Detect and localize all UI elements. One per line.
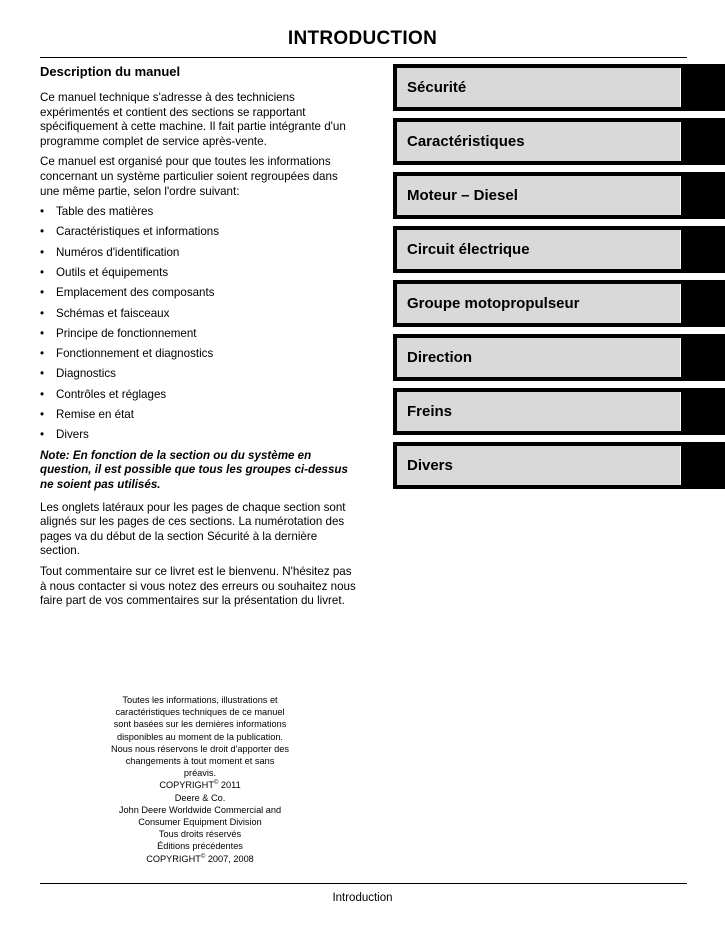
tab-label: Groupe motopropulseur [407, 295, 580, 312]
copyright-label: COPYRIGHT [146, 853, 201, 864]
tab-label: Sécurité [407, 79, 467, 96]
tab-face [397, 284, 681, 323]
paragraph-intro: Ce manuel technique s'adresse à des techniciens expérimentés et contient des sections se rapportant spécifiquement à cette machine. Il fait partie intégrante d'un programme complet de service après-vente. [40, 91, 346, 148]
manual-description [40, 64, 360, 615]
tab-caracteristiques[interactable] [393, 118, 725, 165]
tab-label: Circuit électrique [407, 241, 530, 258]
list-item: • Schémas et faisceaux [40, 307, 360, 322]
copyright-notice [110, 694, 290, 865]
list-item: • Numéros d'identification [40, 246, 360, 261]
list-item: • Caractéristiques et informations [40, 225, 360, 240]
copyright-symbol: © [213, 780, 219, 787]
tab-moteur-diesel[interactable] [393, 172, 725, 219]
previous-editions: Éditions précédentes [157, 841, 243, 852]
copyright-line [110, 779, 290, 791]
previous-years: 2007, 2008 [207, 853, 254, 864]
tab-face [397, 446, 681, 485]
tab-face [397, 122, 681, 161]
disclaimer-text: Toutes les informations, illustrations et caractéristiques techniques de ce manuel sont basées sur les dernières informations disponibles au moment de la publication. Nous nous réservons le droit d'apporter des changements à tout moment et sans préavis. [111, 695, 289, 779]
paragraph-feedback: Tout commentaire sur ce livret est le bienvenu. N'hésitez pas à nous contacter si vous notez des erreurs ou souhaitez nous faire part de vos commentaires sur la présentation du livret. [40, 565, 356, 608]
tab-circuit-electrique[interactable] [393, 226, 725, 273]
tab-groupe-motopropulseur[interactable] [393, 280, 725, 327]
list-item: • Outils et équipements [40, 266, 360, 281]
top-divider [40, 57, 687, 58]
tab-freins[interactable] [393, 388, 725, 435]
bottom-divider [40, 883, 687, 884]
tab-face [397, 176, 681, 215]
list-item: • Principe de fonctionnement [40, 327, 360, 342]
previous-copyright-line [110, 853, 290, 865]
tab-direction[interactable] [393, 334, 725, 381]
tab-label: Freins [407, 403, 453, 420]
tab-face [397, 68, 681, 107]
tab-label: Divers [407, 457, 453, 474]
section-heading: Description du manuel [40, 64, 181, 79]
tab-label: Moteur – Diesel [407, 187, 518, 204]
paragraph-tabs: Les onglets latéraux pour les pages de chaque section sont alignés sur les pages de ces sections. La numérotation des pages va du début de la section Sécurité à la dernière section. [40, 500, 346, 558]
tab-face [397, 392, 681, 431]
copyright-year: 2011 [220, 780, 241, 791]
tab-label: Caractéristiques [407, 133, 525, 150]
list-item: • Fonctionnement et diagnostics [40, 347, 360, 362]
tab-face [397, 338, 681, 377]
page-footer: Introduction [332, 892, 393, 904]
copyright-symbol: © [200, 853, 206, 860]
copyright-label: COPYRIGHT [159, 780, 214, 791]
section-order-list [40, 205, 360, 443]
rights-reserved: Tous droits réservés [158, 829, 242, 840]
page-title: INTRODUCTION [287, 28, 438, 49]
paragraph-organization: Ce manuel est organisé pour que toutes les informations concernant un système particulier soient regroupées dans une même partie, selon l'ordre suivant: [40, 155, 338, 198]
division-line-1: John Deere Worldwide Commercial and [118, 804, 282, 815]
company-name: Deere & Co. [174, 792, 226, 803]
list-item: • Emplacement des composants [40, 286, 360, 301]
tab-divers[interactable] [393, 442, 725, 489]
list-item: • Divers [40, 428, 360, 443]
list-item: • Table des matières [40, 205, 360, 220]
list-item: • Remise en état [40, 408, 360, 423]
tab-label: Direction [407, 349, 473, 366]
tab-securite[interactable] [393, 64, 725, 111]
list-item: • Contrôles et réglages [40, 388, 360, 403]
list-item: • Diagnostics [40, 367, 360, 382]
note: Note: En fonction de la section ou du système en question, il est possible que tous les groupes ci-dessus ne soient pas utilisés. [40, 448, 348, 492]
section-tabs [393, 64, 725, 496]
division-line-2: Consumer Equipment Division [138, 817, 262, 828]
tab-face [397, 230, 681, 269]
